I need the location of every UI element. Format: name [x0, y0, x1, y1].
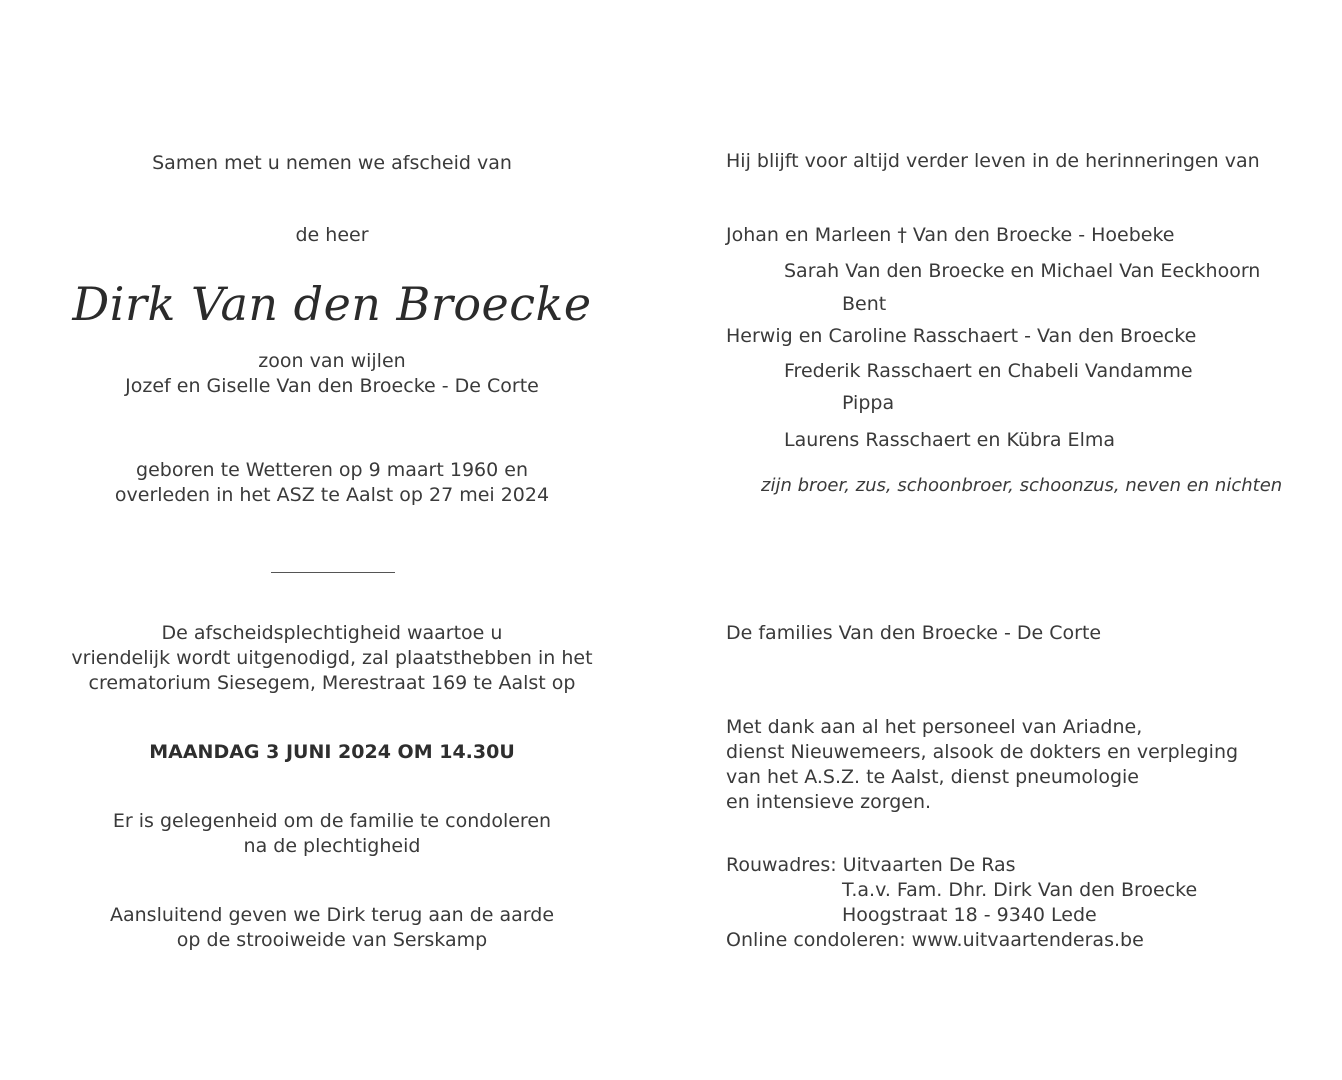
son-of-text: zoon van wijlen — [258, 350, 406, 372]
born-text: geboren te Wetteren op 9 maart 1960 en — [136, 459, 528, 481]
deceased-name: Dirk Van den Broecke — [72, 277, 592, 331]
thanks-line-4: en intensieve zorgen. — [726, 791, 932, 813]
parents-text: Jozef en Giselle Van den Broecke - De Corte — [125, 375, 539, 397]
ceremony-line-3: crematorium Siesegem, Merestraat 169 te Aalst op — [88, 672, 576, 694]
address-line-3: Hoogstraat 18 - 9340 Lede — [842, 904, 1097, 926]
address-line-1: Rouwadres: Uitvaarten De Ras — [726, 854, 1016, 876]
family-line-4: Herwig en Caroline Rasschaert - Van den Broecke — [726, 325, 1197, 347]
relatives-text: zijn broer, zus, schoonbroer, schoonzus, neven en nichten — [761, 475, 1283, 496]
families-text: De families Van den Broecke - De Corte — [726, 622, 1102, 644]
family-line-2: Sarah Van den Broecke en Michael Van Eeckhoorn — [784, 260, 1261, 282]
address-line-2: T.a.v. Fam. Dhr. Dirk Van den Broecke — [842, 879, 1198, 901]
ceremony-line-1: De afscheidsplechtigheid waartoe u — [161, 622, 503, 644]
family-line-6: Pippa — [842, 392, 895, 414]
family-line-5: Frederik Rasschaert en Chabeli Vandamme — [784, 360, 1193, 382]
condolence-line-2: na de plechtigheid — [243, 835, 421, 857]
family-line-1: Johan en Marleen † Van den Broecke - Hoebeke — [726, 224, 1175, 246]
ceremony-line-2: vriendelijk wordt uitgenodigd, zal plaatsthebben in het — [71, 647, 593, 669]
memory-intro: Hij blijft voor altijd verder leven in de herinneringen van — [726, 150, 1260, 172]
thanks-line-3: van het A.S.Z. te Aalst, dienst pneumologie — [726, 766, 1139, 788]
ceremony-date: MAANDAG 3 JUNI 2024 OM 14.30U — [149, 741, 515, 763]
thanks-line-1: Met dank aan al het personeel van Ariadne, — [726, 716, 1143, 738]
return-line-2: op de strooiweide van Serskamp — [176, 929, 488, 951]
family-line-7: Laurens Rasschaert en Kübra Elma — [784, 429, 1115, 451]
online-condolence-link[interactable]: Online condoleren: www.uitvaartenderas.be — [726, 929, 1144, 951]
thanks-line-2: dienst Nieuwemeers, alsook de dokters en verpleging — [726, 741, 1239, 763]
title-text: de heer — [295, 224, 369, 246]
family-line-3: Bent — [842, 293, 887, 315]
divider-line — [271, 572, 395, 573]
intro-text: Samen met u nemen we afscheid van — [152, 152, 512, 174]
return-line-1: Aansluitend geven we Dirk terug aan de aarde — [109, 904, 555, 926]
died-text: overleden in het ASZ te Aalst op 27 mei 2024 — [114, 484, 550, 506]
condolence-line-1: Er is gelegenheid om de familie te condoleren — [112, 810, 552, 832]
